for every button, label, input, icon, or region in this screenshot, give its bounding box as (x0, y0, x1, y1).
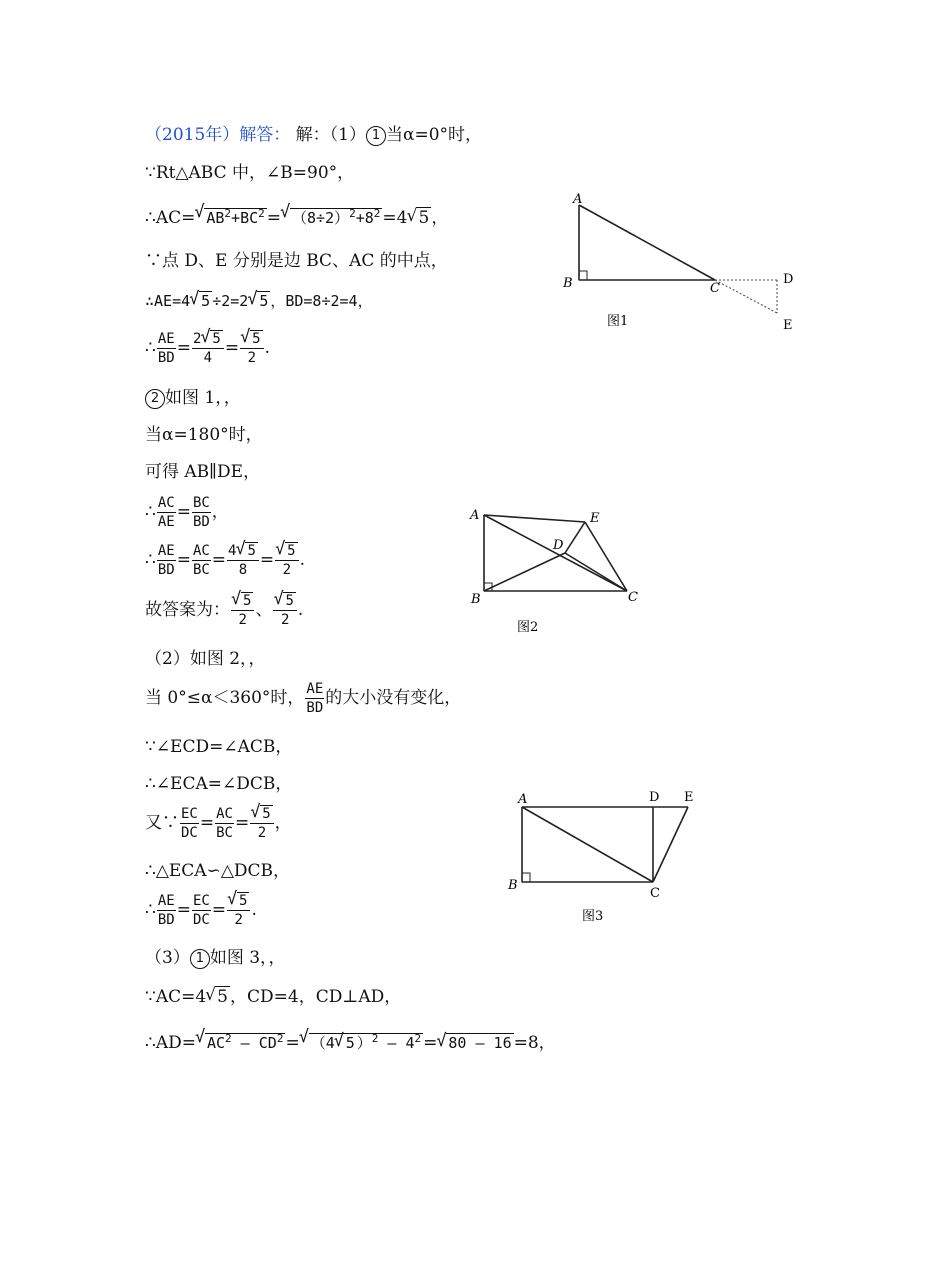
numerator (192, 330, 224, 349)
text: ∴ (145, 338, 156, 358)
numerator (227, 892, 250, 911)
denominator: 2 (234, 912, 243, 928)
numerator: AE (157, 893, 175, 909)
numerator (240, 330, 263, 349)
text: ，CD=4，CD⊥AD， (230, 987, 402, 1007)
segment-dc (565, 553, 627, 591)
text: 5 (287, 543, 296, 559)
denominator: BD (306, 700, 324, 716)
text: AB (206, 209, 225, 227)
label-c: C (628, 590, 638, 605)
text: 4 (228, 543, 237, 559)
fraction (180, 805, 199, 842)
numerator (250, 805, 273, 824)
text: ÷2=2 (212, 292, 249, 310)
fraction (250, 805, 273, 842)
line-4: ∵点 D、E 分别是边 BC、AC 的中点， (145, 251, 448, 271)
numerator (273, 592, 296, 611)
denominator: 8 (238, 562, 248, 578)
line-12 (145, 592, 303, 629)
denominator: DC (181, 825, 198, 841)
text: ） (356, 1034, 372, 1052)
line-18: ∴△ECA∽△DCB， (145, 861, 291, 881)
exp: 2 (258, 207, 265, 220)
text: ∵AC=4 (145, 987, 207, 1007)
segment-ec (653, 807, 688, 882)
text: +8 (355, 209, 374, 227)
label-a: A (518, 792, 528, 807)
exp: 2 (371, 1032, 379, 1045)
sqrt-expr (195, 203, 266, 229)
fraction (227, 892, 250, 929)
text: . (297, 600, 304, 620)
sqrt-expr (407, 207, 431, 229)
denominator: 2 (280, 612, 290, 628)
exp: 2 (414, 1032, 422, 1045)
label-b: B (508, 878, 518, 893)
year-label: （2015年）解答： (145, 125, 291, 145)
label-a: A (573, 192, 583, 207)
line-13: （2）如图 2，， (145, 649, 266, 669)
text: 如图 1，， (165, 388, 241, 408)
denominator: AE (157, 514, 175, 530)
denominator: 2 (238, 612, 247, 628)
denominator: BD (157, 912, 175, 928)
text: ∴AC= (145, 208, 196, 228)
text: ， (211, 502, 229, 522)
denominator: BD (157, 350, 175, 366)
text: 5 (201, 292, 211, 310)
denominator: 2 (257, 825, 267, 841)
right-angle-mark (522, 873, 530, 882)
line-8: 当α=180°时， (145, 425, 263, 445)
fraction (157, 494, 176, 531)
text: 故答案为： (145, 600, 230, 620)
numerator: AC (192, 543, 210, 559)
segment-ac (579, 205, 715, 280)
text: （4 (310, 1034, 335, 1052)
text: 5 (262, 806, 271, 822)
fraction (157, 542, 176, 579)
denominator: 4 (203, 350, 213, 366)
line-14 (145, 680, 461, 717)
text: =8， (513, 1033, 556, 1053)
text: 5 (247, 543, 256, 559)
label-b: B (471, 592, 481, 607)
numerator: BC (192, 495, 210, 511)
fraction (273, 592, 296, 629)
text: 5 (212, 331, 221, 347)
text: 5 (239, 893, 248, 909)
circled-number: 1 (190, 949, 210, 969)
text: 当α=0°时， (386, 125, 483, 145)
text: 2 (192, 331, 202, 347)
sqrt-expr (281, 203, 382, 229)
label-d: D (553, 538, 564, 553)
line-16: ∴∠ECA=∠DCB， (145, 774, 293, 794)
solution-label: 解：（1） (295, 125, 366, 145)
label-e: E (590, 511, 600, 526)
text: = (423, 1033, 438, 1053)
line-15: ∵∠ECD=∠ACB， (145, 737, 293, 757)
denominator: BC (216, 825, 233, 841)
figure-3 (500, 785, 710, 930)
text: = (285, 1033, 300, 1053)
sqrt-expr (206, 986, 230, 1008)
figure-caption: 图3 (582, 909, 604, 924)
denominator: 2 (247, 350, 256, 366)
text: ， (274, 813, 292, 833)
line-7 (145, 387, 241, 409)
text: ∴AE=4 (145, 292, 191, 310)
label-a: A (470, 508, 480, 523)
numerator: AE (306, 681, 324, 697)
circled-number: 1 (366, 126, 386, 146)
line-5 (145, 290, 373, 312)
exp: 2 (225, 1032, 232, 1045)
line-21 (145, 986, 401, 1008)
sqrt-expr (437, 1032, 513, 1054)
line-22 (145, 1028, 556, 1054)
text: 又∵ (145, 813, 179, 833)
numerator (231, 592, 254, 611)
text: AC (206, 1034, 226, 1052)
numerator: AC (216, 806, 233, 822)
numerator: AC (157, 495, 175, 511)
text: . (251, 900, 257, 920)
text: . (264, 338, 270, 358)
denominator: BC (192, 562, 210, 578)
sqrt-expr (300, 1028, 423, 1054)
fraction (192, 892, 211, 929)
label-e: E (684, 790, 694, 805)
numerator: EC (181, 806, 198, 822)
text: 5 (252, 331, 261, 347)
line-10: ∴ $\frac{AC}{AE}$ = $\frac{BC}{BD}$ ， (145, 495, 229, 530)
sqrt-expr (248, 290, 270, 312)
line-17: 又∵ $\frac{EC}{DC}$ = $\frac{AC}{BC}$ = √ $\frac{5}{2}$ ， (145, 805, 292, 842)
text: ， (431, 208, 449, 228)
segment-ce (715, 280, 777, 313)
segment-ae (484, 515, 585, 522)
sqrt-expr (196, 1028, 285, 1054)
fraction (192, 542, 211, 579)
line-20 (145, 947, 286, 969)
text: = (266, 208, 282, 228)
text: 5 (418, 208, 430, 228)
sqrt-expr (190, 290, 212, 312)
line-3 (145, 203, 448, 229)
fraction (157, 330, 176, 367)
label-d: D (649, 790, 660, 805)
fraction (157, 892, 176, 929)
text: – CD (231, 1034, 277, 1052)
text: +BC (231, 209, 259, 227)
text: =4 (382, 208, 408, 228)
denominator: BD (157, 562, 175, 578)
figure-1 (555, 185, 805, 335)
text: 5 (243, 593, 252, 609)
text: – 4 (378, 1034, 415, 1052)
denominator: 2 (282, 562, 292, 578)
right-angle-mark (579, 271, 587, 280)
text: 80 – 16 (448, 1034, 512, 1052)
fraction (231, 592, 254, 629)
line-6: ∴ $\frac{AE}{BD}$ = $\frac{2√ 5}{4}$ = √ $\frac{5}{2}$ . (145, 330, 270, 367)
text: ，BD=8÷2=4， (270, 292, 373, 310)
denominator: DC (192, 912, 210, 928)
numerator: EC (192, 893, 210, 909)
fraction (192, 494, 211, 531)
fraction (305, 680, 324, 717)
segment-ed (565, 522, 585, 553)
line-9: 可得 AB∥DE， (145, 462, 261, 482)
numerator: AE (157, 331, 175, 347)
text: 的大小没有变化， (325, 688, 462, 708)
text: 如图 3，， (209, 948, 286, 968)
line-1 (145, 124, 482, 146)
numerator: AE (157, 543, 175, 559)
line-19: ∴ $\frac{AE}{BD}$ = $\frac{EC}{DC}$ = √ $\frac{5}{2}$ . (145, 892, 257, 929)
figure-2 (465, 505, 655, 640)
text: 5 (345, 1034, 355, 1052)
fraction (215, 805, 234, 842)
text: （3） (145, 948, 190, 968)
label-c: C (710, 281, 720, 296)
segment-bd (484, 553, 565, 591)
exp: 2 (349, 207, 356, 220)
text: ∴ (145, 900, 156, 920)
text: ∴AD= (145, 1033, 196, 1053)
text: ∴ (145, 550, 156, 570)
label-d: D (783, 272, 794, 287)
label-e: E (783, 318, 793, 333)
text: ∴ (145, 502, 156, 522)
fraction (275, 542, 298, 579)
numerator (227, 542, 259, 561)
line-11: ∴ $\frac{AE}{BD}$ = $\frac{AC}{BC}$ = $\frac{4√ 5}{8}$ = √ $\frac{5}{2}$ . (145, 542, 305, 579)
exp: 2 (224, 207, 232, 220)
text: . (299, 550, 306, 570)
text: （8÷2） (292, 209, 350, 227)
text: 5 (259, 292, 269, 310)
numerator (275, 542, 298, 561)
figure-caption: 图2 (517, 620, 539, 635)
text: 5 (285, 593, 294, 609)
label-c: C (650, 886, 660, 901)
fraction (240, 330, 263, 367)
circled-number: 2 (145, 389, 165, 409)
segment-ac (522, 807, 653, 882)
denominator: BD (192, 514, 210, 530)
text: 当 0°≤α＜360°时， (145, 688, 305, 708)
figure-caption: 图1 (607, 314, 629, 329)
fraction (227, 542, 259, 579)
exp: 2 (276, 1032, 284, 1045)
exp: 2 (373, 207, 381, 220)
fraction (192, 330, 224, 367)
label-b: B (563, 276, 573, 291)
segment-ac (484, 515, 627, 591)
text: 5 (217, 987, 228, 1007)
line-2: ∵Rt△ABC 中，∠B=90°， (145, 163, 355, 183)
text: 、 (255, 600, 273, 620)
